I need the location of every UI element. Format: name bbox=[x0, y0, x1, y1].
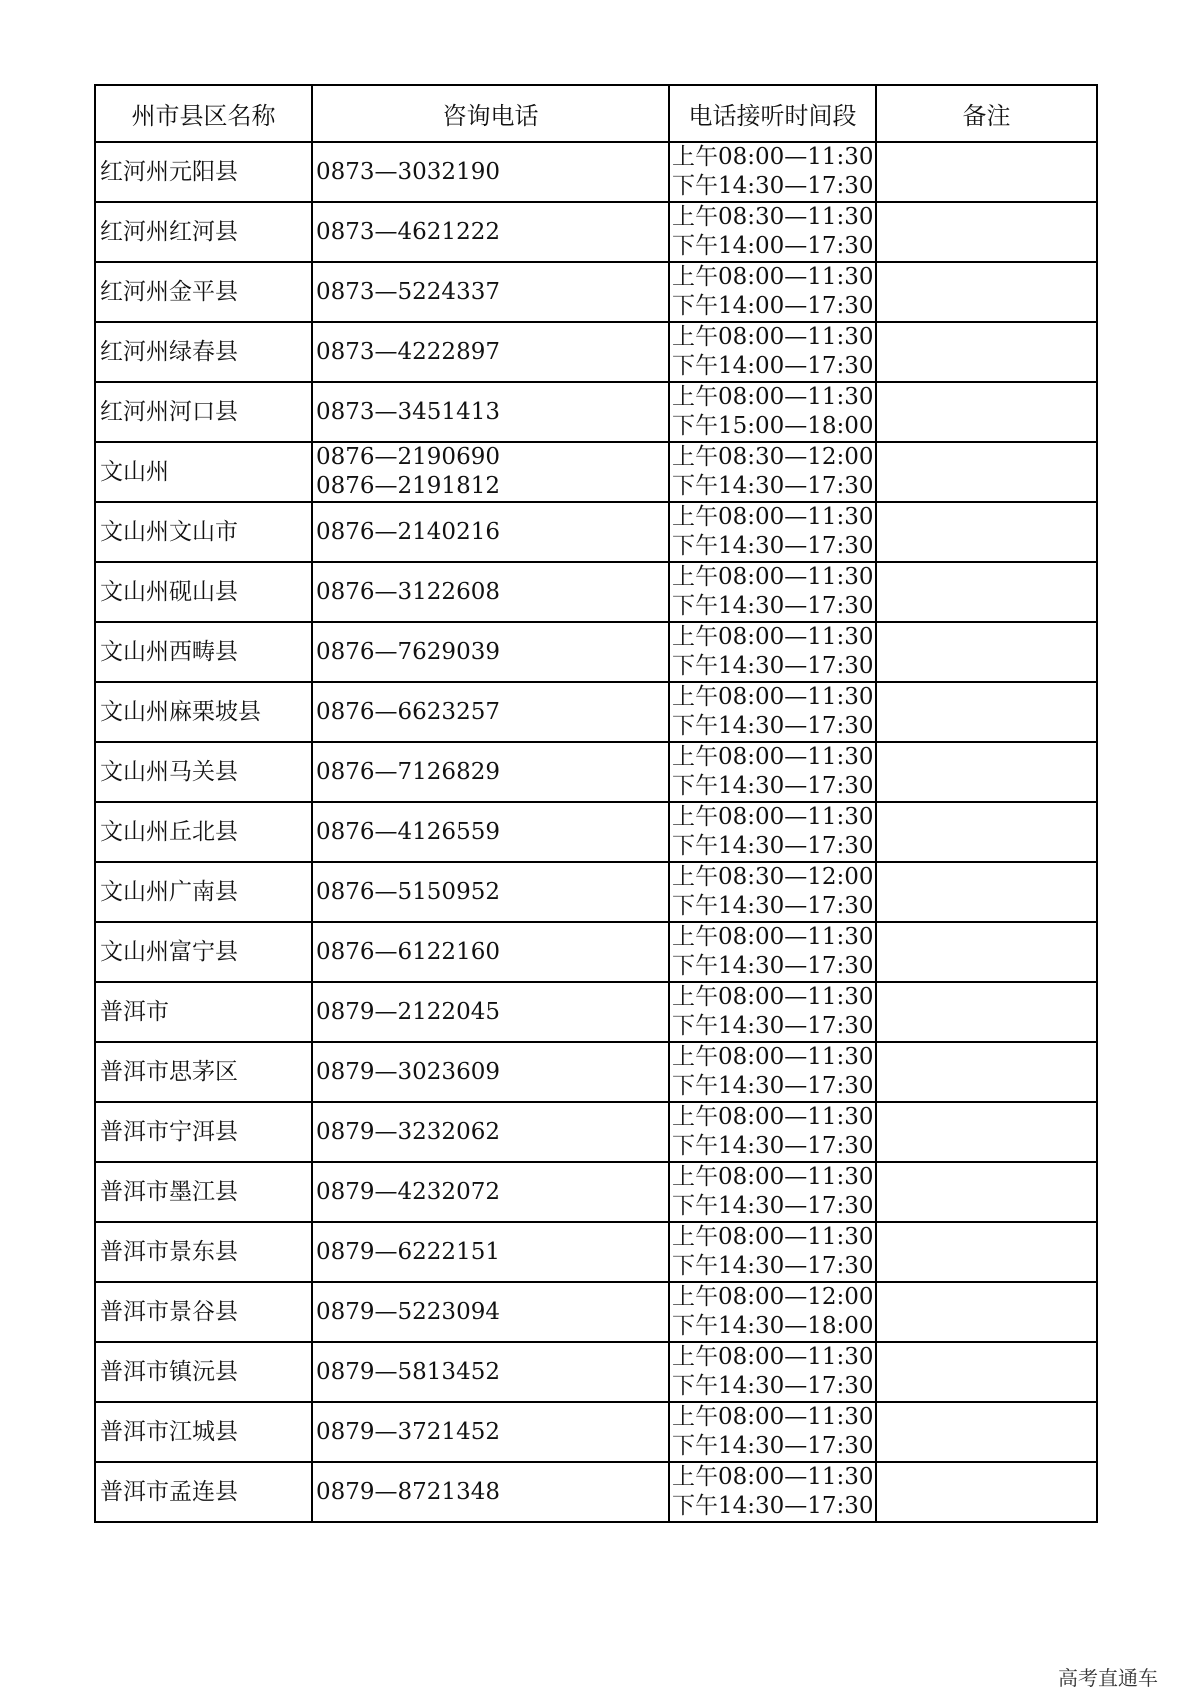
phone-number: 0876—4126559 bbox=[316, 818, 500, 845]
note-cell bbox=[876, 742, 1097, 802]
phone-cell bbox=[312, 982, 669, 1042]
note-cell bbox=[876, 262, 1097, 322]
phone-cell bbox=[312, 862, 669, 922]
note-cell bbox=[876, 1222, 1097, 1282]
afternoon-hours: 下午14:00—17:30 bbox=[672, 293, 874, 319]
header-hours: 电话接听时间段 bbox=[669, 85, 876, 142]
watermark: 高考直通车 bbox=[1058, 1666, 1158, 1690]
table-row bbox=[95, 1162, 1097, 1222]
phone-number: 0876—5150952 bbox=[316, 878, 500, 905]
afternoon-hours: 下午14:30—17:30 bbox=[672, 1013, 874, 1039]
phone-number: 0873—5224337 bbox=[316, 278, 500, 305]
phone-number: 0873—4222897 bbox=[316, 338, 500, 365]
phone-cell bbox=[312, 682, 669, 742]
hours-cell bbox=[669, 502, 876, 562]
phone-number: 0876—6122160 bbox=[316, 938, 500, 965]
phone-number: 0879—5223094 bbox=[316, 1298, 500, 1325]
afternoon-hours: 下午14:30—18:00 bbox=[672, 1313, 874, 1339]
table-row bbox=[95, 1102, 1097, 1162]
morning-hours: 上午08:00—11:30 bbox=[672, 1104, 874, 1130]
note-cell bbox=[876, 1462, 1097, 1522]
phone-number: 0876—2190690 bbox=[316, 444, 500, 470]
hours-cell bbox=[669, 1162, 876, 1222]
hours-cell bbox=[669, 382, 876, 442]
morning-hours: 上午08:00—11:30 bbox=[672, 1404, 874, 1430]
region-name-cell: 红河州元阳县 bbox=[95, 142, 312, 202]
note-cell bbox=[876, 1162, 1097, 1222]
hours-cell bbox=[669, 622, 876, 682]
region-name-cell: 文山州西畴县 bbox=[95, 622, 312, 682]
table-row bbox=[95, 322, 1097, 382]
note-cell bbox=[876, 382, 1097, 442]
hours-cell bbox=[669, 1342, 876, 1402]
morning-hours: 上午08:00—11:30 bbox=[672, 564, 874, 590]
morning-hours: 上午08:00—11:30 bbox=[672, 684, 874, 710]
region-name-cell: 文山州丘北县 bbox=[95, 802, 312, 862]
region-name-cell: 文山州麻栗坡县 bbox=[95, 682, 312, 742]
afternoon-hours: 下午14:30—17:30 bbox=[672, 473, 874, 499]
phone-cell bbox=[312, 922, 669, 982]
note-cell bbox=[876, 1042, 1097, 1102]
table-row bbox=[95, 1462, 1097, 1522]
table-row bbox=[95, 1042, 1097, 1102]
afternoon-hours: 下午14:30—17:30 bbox=[672, 1433, 874, 1459]
region-name-cell: 文山州 bbox=[95, 442, 312, 502]
afternoon-hours: 下午14:00—17:30 bbox=[672, 353, 874, 379]
hours-cell bbox=[669, 1402, 876, 1462]
phone-cell bbox=[312, 142, 669, 202]
hours-cell bbox=[669, 742, 876, 802]
morning-hours: 上午08:00—11:30 bbox=[672, 504, 874, 530]
table-row bbox=[95, 922, 1097, 982]
region-name-cell: 文山州广南县 bbox=[95, 862, 312, 922]
hours-cell bbox=[669, 802, 876, 862]
note-cell bbox=[876, 1402, 1097, 1462]
region-name-cell: 红河州金平县 bbox=[95, 262, 312, 322]
region-name-cell: 红河州河口县 bbox=[95, 382, 312, 442]
phone-number: 0873—3451413 bbox=[316, 398, 500, 425]
morning-hours: 上午08:00—11:30 bbox=[672, 1464, 874, 1490]
consultation-phone-table bbox=[94, 84, 1098, 1523]
table-row bbox=[95, 982, 1097, 1042]
phone-cell bbox=[312, 1162, 669, 1222]
phone-cell bbox=[312, 802, 669, 862]
morning-hours: 上午08:00—11:30 bbox=[672, 1344, 874, 1370]
phone-cell bbox=[312, 1402, 669, 1462]
morning-hours: 上午08:00—11:30 bbox=[672, 1044, 874, 1070]
phone-number: 0879—4232072 bbox=[316, 1178, 500, 1205]
morning-hours: 上午08:30—12:00 bbox=[672, 444, 874, 470]
afternoon-hours: 下午14:30—17:30 bbox=[672, 1493, 874, 1519]
phone-number: 0879—8721348 bbox=[316, 1478, 500, 1505]
header-phone: 咨询电话 bbox=[312, 85, 669, 142]
table-row bbox=[95, 1282, 1097, 1342]
phone-cell bbox=[312, 1342, 669, 1402]
afternoon-hours: 下午14:30—17:30 bbox=[672, 773, 874, 799]
phone-number: 0879—2122045 bbox=[316, 998, 500, 1025]
afternoon-hours: 下午14:00—17:30 bbox=[672, 233, 874, 259]
table-row bbox=[95, 802, 1097, 862]
phone-cell bbox=[312, 202, 669, 262]
afternoon-hours: 下午15:00—18:00 bbox=[672, 413, 874, 439]
note-cell bbox=[876, 562, 1097, 622]
afternoon-hours: 下午14:30—17:30 bbox=[672, 1193, 874, 1219]
phone-cell bbox=[312, 1102, 669, 1162]
phone-number: 0879—3232062 bbox=[316, 1118, 500, 1145]
phone-number: 0879—3023609 bbox=[316, 1058, 500, 1085]
morning-hours: 上午08:00—11:30 bbox=[672, 744, 874, 770]
phone-cell bbox=[312, 1282, 669, 1342]
morning-hours: 上午08:30—11:30 bbox=[672, 204, 874, 230]
morning-hours: 上午08:00—11:30 bbox=[672, 624, 874, 650]
phone-cell bbox=[312, 382, 669, 442]
phone-cell bbox=[312, 1462, 669, 1522]
phone-cell bbox=[312, 562, 669, 622]
region-name-cell: 文山州砚山县 bbox=[95, 562, 312, 622]
table-row bbox=[95, 682, 1097, 742]
table-row bbox=[95, 502, 1097, 562]
note-cell bbox=[876, 802, 1097, 862]
phone-number: 0876—7629039 bbox=[316, 638, 500, 665]
morning-hours: 上午08:00—11:30 bbox=[672, 1164, 874, 1190]
hours-cell bbox=[669, 1282, 876, 1342]
morning-hours: 上午08:00—11:30 bbox=[672, 924, 874, 950]
note-cell bbox=[876, 1342, 1097, 1402]
afternoon-hours: 下午14:30—17:30 bbox=[672, 593, 874, 619]
hours-cell bbox=[669, 142, 876, 202]
table-row bbox=[95, 442, 1097, 502]
region-name-cell: 普洱市 bbox=[95, 982, 312, 1042]
header-note: 备注 bbox=[876, 85, 1097, 142]
phone-number: 0873—3032190 bbox=[316, 158, 500, 185]
phone-number: 0876—7126829 bbox=[316, 758, 500, 785]
note-cell bbox=[876, 502, 1097, 562]
phone-number: 0879—5813452 bbox=[316, 1358, 500, 1385]
hours-cell bbox=[669, 1042, 876, 1102]
phone-cell bbox=[312, 622, 669, 682]
region-name-cell: 普洱市景谷县 bbox=[95, 1282, 312, 1342]
afternoon-hours: 下午14:30—17:30 bbox=[672, 893, 874, 919]
hours-cell bbox=[669, 1462, 876, 1522]
note-cell bbox=[876, 982, 1097, 1042]
hours-cell bbox=[669, 1102, 876, 1162]
header-region-name: 州市县区名称 bbox=[95, 85, 312, 142]
region-name-cell: 普洱市孟连县 bbox=[95, 1462, 312, 1522]
table-row bbox=[95, 622, 1097, 682]
afternoon-hours: 下午14:30—17:30 bbox=[672, 173, 874, 199]
hours-cell bbox=[669, 922, 876, 982]
region-name-cell: 文山州富宁县 bbox=[95, 922, 312, 982]
phone-cell bbox=[312, 1042, 669, 1102]
hours-cell bbox=[669, 562, 876, 622]
afternoon-hours: 下午14:30—17:30 bbox=[672, 833, 874, 859]
hours-cell bbox=[669, 202, 876, 262]
region-name-cell: 普洱市宁洱县 bbox=[95, 1102, 312, 1162]
table-row bbox=[95, 862, 1097, 922]
note-cell bbox=[876, 862, 1097, 922]
region-name-cell: 普洱市墨江县 bbox=[95, 1162, 312, 1222]
phone-cell bbox=[312, 1222, 669, 1282]
region-name-cell: 红河州绿春县 bbox=[95, 322, 312, 382]
note-cell bbox=[876, 142, 1097, 202]
hours-cell bbox=[669, 322, 876, 382]
note-cell bbox=[876, 922, 1097, 982]
region-name-cell: 红河州红河县 bbox=[95, 202, 312, 262]
table-row bbox=[95, 742, 1097, 802]
table-body bbox=[95, 142, 1097, 1522]
phone-number: 0876—2191812 bbox=[316, 473, 500, 499]
table-row bbox=[95, 1402, 1097, 1462]
table-row bbox=[95, 1222, 1097, 1282]
afternoon-hours: 下午14:30—17:30 bbox=[672, 1073, 874, 1099]
morning-hours: 上午08:00—11:30 bbox=[672, 144, 874, 170]
phone-number: 0876—2140216 bbox=[316, 518, 500, 545]
morning-hours: 上午08:00—11:30 bbox=[672, 804, 874, 830]
note-cell bbox=[876, 1102, 1097, 1162]
phone-number: 0879—6222151 bbox=[316, 1238, 500, 1265]
afternoon-hours: 下午14:30—17:30 bbox=[672, 533, 874, 559]
note-cell bbox=[876, 682, 1097, 742]
hours-cell bbox=[669, 442, 876, 502]
hours-cell bbox=[669, 862, 876, 922]
morning-hours: 上午08:00—11:30 bbox=[672, 1224, 874, 1250]
table-row bbox=[95, 382, 1097, 442]
region-name-cell: 普洱市江城县 bbox=[95, 1402, 312, 1462]
contact-table-sheet bbox=[94, 84, 1096, 1523]
morning-hours: 上午08:00—11:30 bbox=[672, 384, 874, 410]
table-row bbox=[95, 202, 1097, 262]
table-row bbox=[95, 142, 1097, 202]
morning-hours: 上午08:00—11:30 bbox=[672, 324, 874, 350]
phone-number: 0876—3122608 bbox=[316, 578, 500, 605]
afternoon-hours: 下午14:30—17:30 bbox=[672, 1133, 874, 1159]
phone-cell bbox=[312, 502, 669, 562]
table-row bbox=[95, 562, 1097, 622]
phone-number: 0876—6623257 bbox=[316, 698, 500, 725]
afternoon-hours: 下午14:30—17:30 bbox=[672, 653, 874, 679]
afternoon-hours: 下午14:30—17:30 bbox=[672, 713, 874, 739]
hours-cell bbox=[669, 982, 876, 1042]
note-cell bbox=[876, 442, 1097, 502]
note-cell bbox=[876, 202, 1097, 262]
phone-cell bbox=[312, 322, 669, 382]
note-cell bbox=[876, 322, 1097, 382]
morning-hours: 上午08:30—12:00 bbox=[672, 864, 874, 890]
hours-cell bbox=[669, 1222, 876, 1282]
hours-cell bbox=[669, 262, 876, 322]
table-header-row bbox=[95, 85, 1097, 142]
phone-cell bbox=[312, 442, 669, 502]
hours-cell bbox=[669, 682, 876, 742]
region-name-cell: 文山州文山市 bbox=[95, 502, 312, 562]
note-cell bbox=[876, 1282, 1097, 1342]
phone-number: 0879—3721452 bbox=[316, 1418, 500, 1445]
table-row bbox=[95, 262, 1097, 322]
afternoon-hours: 下午14:30—17:30 bbox=[672, 1253, 874, 1279]
region-name-cell: 文山州马关县 bbox=[95, 742, 312, 802]
table-row bbox=[95, 1342, 1097, 1402]
region-name-cell: 普洱市思茅区 bbox=[95, 1042, 312, 1102]
region-name-cell: 普洱市镇沅县 bbox=[95, 1342, 312, 1402]
afternoon-hours: 下午14:30—17:30 bbox=[672, 1373, 874, 1399]
phone-cell bbox=[312, 742, 669, 802]
afternoon-hours: 下午14:30—17:30 bbox=[672, 953, 874, 979]
morning-hours: 上午08:00—11:30 bbox=[672, 984, 874, 1010]
phone-cell bbox=[312, 262, 669, 322]
note-cell bbox=[876, 622, 1097, 682]
morning-hours: 上午08:00—11:30 bbox=[672, 264, 874, 290]
region-name-cell: 普洱市景东县 bbox=[95, 1222, 312, 1282]
morning-hours: 上午08:00—12:00 bbox=[672, 1284, 874, 1310]
phone-number: 0873—4621222 bbox=[316, 218, 500, 245]
